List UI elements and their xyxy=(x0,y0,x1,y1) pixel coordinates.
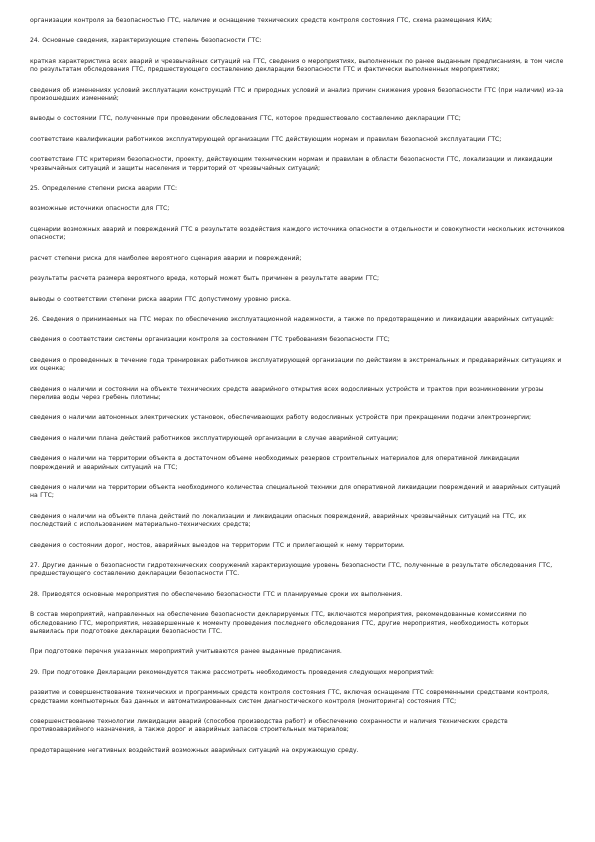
paragraph-material-reserves: сведения о наличии на территории объекта в достаточном объеме необходимых резервов строительных материалов для оперативной ликвидации повреждений и аварийных ситуаций на ГТС; xyxy=(30,455,520,471)
section-29-heading: 29. При подготовке Декларации рекомендуется также рассмотреть необходимость проведения следующих мероприятий: xyxy=(30,668,434,676)
paragraph-special-equipment: сведения о наличии на территории объекта необходимого количества специальной техники для оперативной ликвидации повреждений и аварийных ситуаций на ГТС; xyxy=(30,483,561,500)
paragraph-roads-bridges: сведения о состоянии дорог, мостов, аварийных выездов на территории ГТС и прилегающей к нему территории. xyxy=(30,541,405,549)
paragraph-hazard-sources: возможные источники опасности для ГТС; xyxy=(30,205,170,213)
paragraph-risk-conclusions: выводы о соответствии степени риска аварии ГТС допустимому уровню риска. xyxy=(30,295,291,303)
paragraph-localization-plan: сведения о наличии на объекте плана действий по локализации и ликвидации опасных повреждений, аварийных чрезвычайных ситуаций на ГТС, их последствий с использованием материально-технических средств; xyxy=(30,512,526,529)
section-25-heading: 25. Определение степени риска аварии ГТС: xyxy=(30,185,178,193)
paragraph-prior-orders: При подготовке перечня указанных мероприятий учитываются ранее выданные предписания. xyxy=(30,648,342,656)
paragraph-accident-scenarios: сценарии возможных аварий и повреждений ГТС в результате воздействия каждого источника опасности в отдельности и совокупности нескольких источников опасности; xyxy=(30,225,565,242)
section-27-paragraph: 27. Другие данные о безопасности гидротехнических сооружений характеризующие уровень безопасности ГТС, полученные в результате обследования ГТС, предшествующего составлению декларации безопасности ГТС. xyxy=(30,562,553,578)
section-28-paragraph: 28. Приводятся основные мероприятия по обеспечению безопасности ГТС и планируемые сроки их выполнения. xyxy=(30,590,403,598)
paragraph-staff-training: сведения о проведенных в течение года тренировках работников эксплуатирующей организации по действиям в экстремальных и предаварийных ситуациях и их оценка; xyxy=(30,356,562,373)
paragraph-control-system: сведения о соответствии системы организации контроля за состоянием ГТС требованиям безопасности ГТС; xyxy=(30,336,390,344)
section-26-heading: 26. Сведения о принимаемых на ГТС мерах по обеспечению эксплуатационной надежности, а также по предотвращению и ликвидации аварийных ситуаций: xyxy=(30,315,554,323)
paragraph-kia-scheme: организации контроля за безопасностью ГТС, наличие и оснащение технических средств контроля состояния ГТС, схема размещения КИА; xyxy=(30,17,493,24)
paragraph-environment-protection: предотвращение негативных воздействий возможных аварийных ситуаций на окружающую среду. xyxy=(30,746,359,754)
paragraph-operating-conditions: сведения об изменениях условий эксплуатации конструкций ГТС и природных условий и анализ причин снижения уровня безопасности ГТС (при наличии) из-за произошедших изменений; xyxy=(30,86,564,103)
paragraph-measures-composition: В состав мероприятий, направленных на обеспечение безопасности декларируемых ГТС, включаются мероприятия, рекомендованные комиссиями по обследованию ГТС, мероприятия, незавершенные к моменту проведения последнего обследования ГТС, другие мероприятия, необходимость которых выявилась при подготовке декларации безопасности ГТС. xyxy=(30,611,529,636)
paragraph-accidents-summary: краткая характеристика всех аварий и чрезвычайных ситуаций на ГТС, сведения о мероприятиях, выполненных по ранее выданным предписаниям, в том числе по результатам обследования ГТС, предшествующего составлению декларации безопасности ГТС и фактически выполненных мероприятиях; xyxy=(30,57,564,74)
paragraph-autonomous-power: сведения о наличии автономных электрических установок, обеспечивающих работу водосливных устройств при прекращении подачи электроэнергии; xyxy=(30,414,532,422)
paragraph-risk-calculation: расчет степени риска для наиболее вероятного сценария аварии и повреждений; xyxy=(30,254,302,262)
paragraph-action-plan: сведения о наличии плана действий работников эксплуатирующей организации в случае аварийной ситуации; xyxy=(30,434,399,442)
paragraph-staff-qualification: соответствие квалификации работников эксплуатирующей организации ГТС действующим нормам и правилам безопасной эксплуатации ГТС; xyxy=(30,135,502,143)
paragraph-safety-criteria: соответствие ГТС критериям безопасности, проекту, действующим техническим нормам и правилам в области безопасности ГТС, локализации и ликвидации чрезвычайных ситуаций и защиты населения и территорий от чрезвычайных ситуаций; xyxy=(30,156,553,172)
paragraph-inspection-conclusions: выводы о состоянии ГТС, полученные при проведении обследования ГТС, которое предшествовало составлению декларации ГТС; xyxy=(30,115,461,123)
section-24-heading: 24. Основные сведения, характеризующие степень безопасности ГТС: xyxy=(30,37,262,45)
paragraph-harm-calculation: результаты расчета размера вероятного вреда, который может быть причинен в результате аварии ГТС; xyxy=(30,275,380,283)
paragraph-emergency-opening: сведения о наличии и состоянии на объекте технических средств аварийного открытия всех водосливных устройств и трактов при возникновении угрозы перелива воды через гребень плотины; xyxy=(30,385,544,401)
paragraph-liquidation-technology: совершенствование технологии ликвидации аварий (способов производства работ) и обеспечению сохранности и наличия технических средств противоаварийного назначения, а также дорог и аварийных запасов строительных материалов; xyxy=(30,718,508,734)
paragraph-monitoring-development: развитие и совершенствование технических и программных средств контроля состояния ГТС, включая оснащение ГТС современными средствами контроля, средствами компьютерных баз данных и автоматизированных систем диагностического контроля (мониторинга) состояния ГТС; xyxy=(30,689,550,705)
